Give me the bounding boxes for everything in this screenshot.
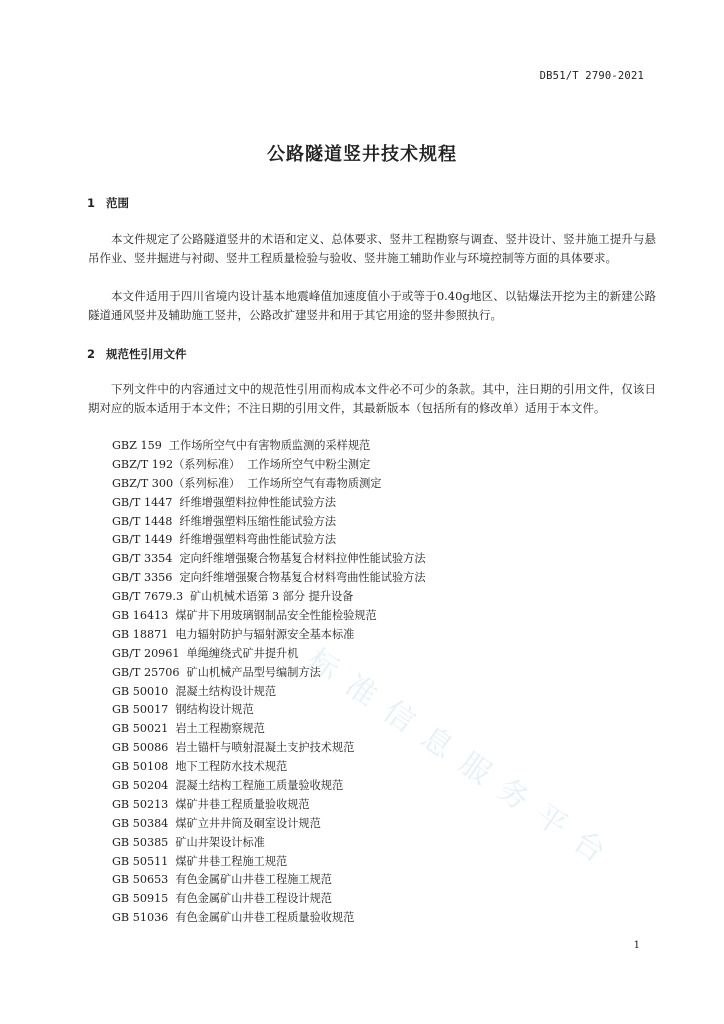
watermark-char: 息 [414, 719, 460, 766]
list-item [112, 437, 426, 456]
reference-title: 定向纤维增强聚合物基复合材料弯曲性能试验方法 [179, 571, 426, 585]
reference-code: GB 50108 [112, 760, 169, 774]
reference-code: GB 50010 [112, 684, 169, 698]
page-number: 1 [633, 940, 640, 951]
reference-title: 有色金属矿山井巷工程质量验收规范 [175, 911, 355, 925]
reference-title: 纤维增强塑料压缩性能试验方法 [179, 514, 337, 528]
list-item [112, 588, 426, 607]
reference-code: GB 18871 [112, 627, 169, 641]
reference-title: 钢结构设计规范 [175, 703, 254, 717]
reference-code: GB 50213 [112, 797, 169, 811]
list-item [112, 475, 426, 494]
reference-code: GBZ 159 [112, 439, 162, 452]
reference-code: GB 50915 [112, 892, 169, 906]
list-item [112, 513, 426, 532]
list-item [112, 853, 426, 872]
reference-title: 工作场所空气有毒物质测定 [247, 476, 382, 490]
section-number: 1 [87, 196, 96, 210]
list-item [112, 739, 426, 758]
list-item [112, 871, 426, 890]
reference-code: GB/T 1449 [112, 533, 173, 547]
list-item [112, 664, 426, 683]
reference-title: 电力辐射防护与辐射源安全基本标准 [175, 627, 355, 641]
list-item [112, 494, 426, 513]
watermark-char: 准 [338, 667, 384, 714]
reference-title: 单绳缠绕式矿井提升机 [186, 646, 299, 660]
reference-code: GB/T 25706 [112, 665, 180, 679]
list-item [112, 758, 426, 777]
list-item [112, 683, 426, 702]
reference-code: GB 50384 [112, 816, 169, 830]
reference-code: GB 50021 [112, 722, 169, 736]
section-title: 范围 [106, 196, 129, 210]
reference-title: 矿山井架设计标准 [175, 835, 265, 849]
section-heading-normative-references [87, 346, 187, 362]
reference-code: GBZ/T 192（系列标准） [112, 457, 241, 471]
reference-code: GB/T 1448 [112, 514, 173, 528]
reference-code: GB 51036 [112, 911, 169, 925]
reference-title: 矿山机械术语第 3 部分 提升设备 [190, 590, 354, 604]
watermark-char: 信 [376, 693, 422, 740]
document-code: DB51/T 2790-2021 [539, 70, 644, 82]
list-item [112, 909, 426, 928]
reference-title: 煤矿立井井筒及硐室设计规范 [175, 816, 321, 830]
watermark-char: 标 [300, 641, 346, 688]
reference-code: GB/T 7679.3 [112, 590, 184, 604]
reference-code: GB/T 3354 [112, 552, 173, 566]
reference-title: 矿山机械产品型号编制方法 [186, 665, 321, 679]
reference-code: GB/T 20961 [112, 646, 180, 660]
reference-code: GB 16413 [112, 609, 169, 623]
reference-title: 煤矿井巷工程质量验收规范 [175, 797, 310, 811]
list-item [112, 645, 426, 664]
reference-title: 岩土工程勘察规范 [175, 722, 265, 736]
list-item [112, 531, 426, 550]
list-item [112, 815, 426, 834]
reference-title: 纤维增强塑料拉伸性能试验方法 [179, 495, 337, 509]
section-title: 规范性引用文件 [106, 347, 187, 361]
reference-code: GB/T 3356 [112, 571, 173, 585]
reference-title: 混凝土结构工程施工质量验收规范 [175, 779, 344, 793]
reference-code: GB/T 1447 [112, 495, 173, 509]
reference-title: 纤维增强塑料弯曲性能试验方法 [179, 533, 337, 547]
reference-title: 混凝土结构设计规范 [175, 684, 277, 698]
list-item [112, 777, 426, 796]
reference-code: GB 50204 [112, 779, 169, 793]
reference-code: GB 50017 [112, 703, 169, 717]
list-item [112, 456, 426, 475]
reference-code: GBZ/T 300（系列标准） [112, 476, 241, 490]
scope-paragraph-1: 本文件规定了公路隧道竖井的术语和定义、总体要求、竖井工程勘察与调查、竖井设计、竖井施工提升与悬吊作业、竖井掘进与衬砌、竖井工程质量检验与验收、竖井施工辅助作业与环境控制等方面的具体要求。 [88, 232, 656, 265]
list-item [112, 796, 426, 815]
list-item [112, 626, 426, 645]
list-item [112, 607, 426, 626]
section-heading-scope [87, 195, 129, 211]
reference-title: 工作场所空气中有害物质监测的采样规范 [168, 439, 371, 452]
list-item [112, 890, 426, 909]
watermark-char: 平 [528, 797, 574, 844]
section-number: 2 [87, 347, 96, 361]
reference-title: 工作场所空气中粉尘测定 [247, 457, 371, 471]
references-intro-paragraph: 下列文件中的内容通过文中的规范性引用而构成本文件必不可少的条款。其中，注日期的引用文件，仅该日期对应的版本适用于本文件；不注日期的引用文件，其最新版本（包括所有的修改单）适用于本文件。 [88, 382, 656, 415]
reference-title: 地下工程防水技术规范 [175, 760, 288, 774]
reference-code: GB 50653 [112, 873, 169, 887]
reference-title: 岩土锚杆与喷射混凝土支护技术规范 [175, 741, 355, 755]
reference-list [112, 437, 426, 928]
list-item [112, 550, 426, 569]
reference-code: GB 50511 [112, 854, 169, 868]
list-item [112, 701, 426, 720]
list-item [112, 834, 426, 853]
reference-title: 煤矿井下用玻璃钢制品安全性能检验规范 [175, 609, 377, 623]
reference-title: 煤矿井巷工程施工规范 [175, 854, 288, 868]
document-title: 公路隧道竖井技术规程 [267, 144, 457, 165]
watermark-char: 台 [566, 823, 612, 870]
reference-title: 有色金属矿山井巷工程施工规范 [175, 873, 332, 887]
reference-title: 有色金属矿山井巷工程设计规范 [175, 892, 332, 906]
scope-paragraph-2: 本文件适用于四川省境内设计基本地震峰值加速度值小于或等于0.40g地区、以钻爆法开挖为主的新建公路隧道通风竖井及辅助施工竖井，公路改扩建竖井和用于其它用途的竖井参照执行。 [88, 289, 656, 322]
reference-code: GB 50086 [112, 741, 169, 755]
watermark-char: 服 [452, 745, 498, 792]
reference-code: GB 50385 [112, 835, 169, 849]
list-item [112, 569, 426, 588]
list-item [112, 720, 426, 739]
watermark-char: 务 [490, 771, 536, 818]
reference-title: 定向纤维增强聚合物基复合材料拉伸性能试验方法 [179, 552, 426, 566]
